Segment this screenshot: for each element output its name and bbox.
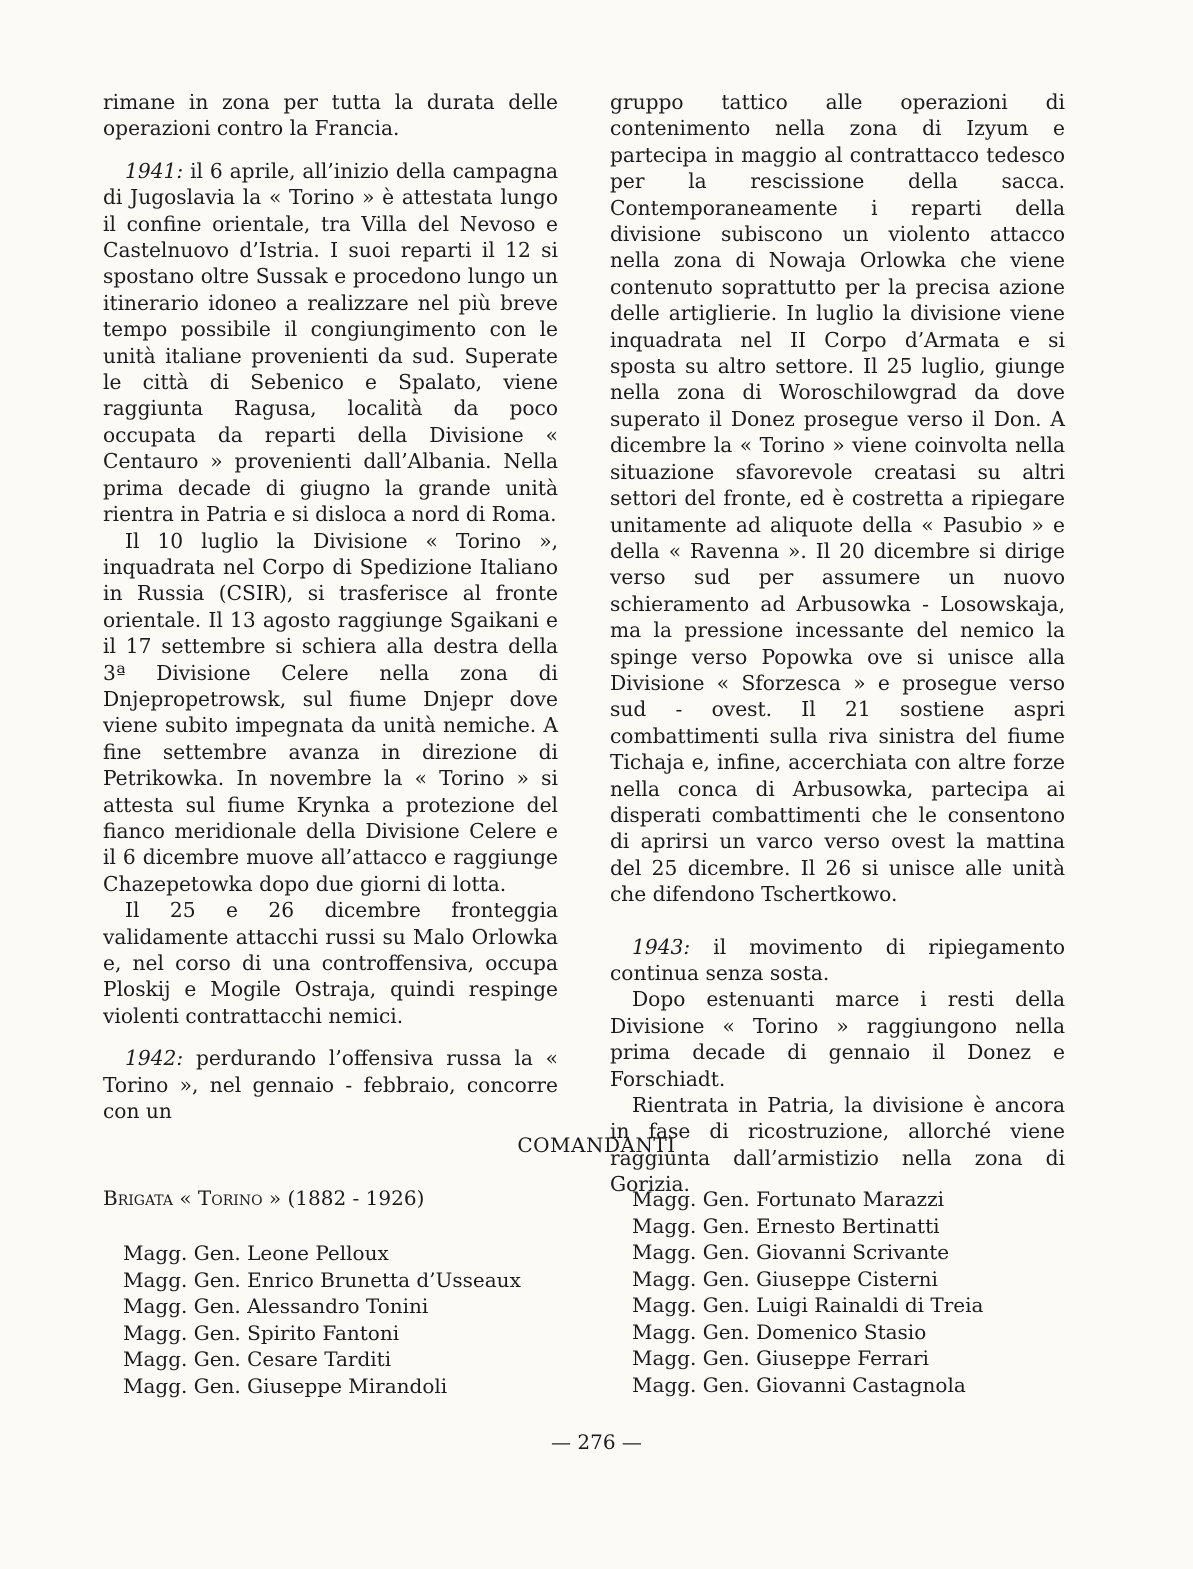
commander-entry: Magg. Gen. Ernesto Bertinatti	[632, 1213, 940, 1238]
paragraph: gruppo tattico alle operazioni di contenimento nella zona di Izyum e partecipa in maggio al contrattacco tedesco per la rescissione della sacca. Contemporaneamente i reparti della divisione subiscono un violento attacco nella zona di Nowaja Orlowka che viene contenuto soprattutto per la precisa azione delle artiglierie. In luglio la divisione viene inquadrata nel II Corpo d’Armata e si sposta su altro settore. Il 25 luglio, giunge nella zona di Woroschilowgrad da dove superato il Donez prosegue verso il Don. A dicembre la « Torino » viene coinvolta nella situazione sfavorevole creatasi su altri settori del fronte, ed è costretta a ripiegare unitamente ad aliquote della « Pasubio » e della « Ravenna ». Il 20 dicembre si dirige verso sud per assumere un nuovo schieramento ad Arbusowka - Losowskaja, ma la pressione incessante del nemico la spinge verso Popowka ove si unisce alla Divisione « Sforzesca » e prosegue verso sud - ovest. Il 21 sostiene aspri combattimenti sulla riva sinistra del fiume Tichaja e, infine, accerchiata con altre forze nella conca di Arbusowka, partecipa ai disperati combattimenti che le consentono di aprirsi un varco verso ovest la mattina del 25 dicembre. Il 26 si unisce alle unità che difendono Tschertkowo.	[610, 90, 1065, 907]
commander-entry: Magg. Gen. Giovanni Castagnola	[632, 1372, 966, 1397]
commander-entry: Magg. Gen. Leone Pelloux	[123, 1241, 389, 1265]
paragraph: Rientrata in Patria, la divisione è ancora in fase di ricostruzione, allorché viene raggiunta dall’armistizio nella zona di Gorizia.	[610, 1093, 1065, 1197]
paragraph: Il 10 luglio la Divisione « Torino », inquadrata nel Corpo di Spedizione Italiano in Russia (CSIR), si trasferisce al fronte orientale. Il 13 agosto raggiunge Sgaikani e il 17 settembre si schiera alla destra della 3ª Divisione Celere nella zona di Dnjepropetrowsk, sul fiume Dnjepr dove viene subito impegnata da unità nemiche. A fine settembre avanza in direzione di Petrikowka. In novembre la « Torino » si attesta sul fiume Krynka a protezione del fianco meridionale della Divisione Celere e il 6 dicembre muove all’attacco e raggiunge Chazepetowka dopo due giorni di lotta.	[103, 528, 558, 896]
commander-entry: Magg. Gen. Domenico Stasio	[632, 1319, 927, 1344]
paragraph-text: il movimento di ripiegamento continua senza sosta.	[610, 934, 1065, 985]
brigata-label: Brigata « Torino » (1882 - 1926)	[103, 1186, 425, 1210]
commander-entry: Magg. Gen. Giuseppe Mirandoli	[123, 1373, 448, 1398]
paragraph-1942	[103, 1045, 558, 1124]
commander-entry: Magg. Gen. Giuseppe Cisterni	[632, 1266, 938, 1291]
paragraph-text: perdurando l’offensiva russa la « Torino », nel gennaio - febbraio, concorre con un	[103, 1046, 558, 1124]
year-label: 1941:	[125, 158, 184, 183]
commander-entry: Magg. Gen. Alessandro Tonini	[123, 1294, 429, 1318]
commander-entry: Magg. Gen. Cesare Tarditi	[123, 1347, 392, 1371]
commander-entry: Magg. Gen. Luigi Rainaldi di Treia	[632, 1293, 984, 1317]
paragraph: Dopo estenuanti marce i resti della Divisione « Torino » raggiungono nella prima decade di gennaio il Donez e Forschiadt.	[610, 987, 1065, 1091]
commander-entry: Magg. Gen. Spirito Fantoni	[123, 1320, 400, 1345]
paragraph: rimane in zona per tutta la durata delle operazioni contro la Francia.	[103, 90, 558, 141]
commanders-list-right	[632, 1186, 983, 1398]
commander-entry: Magg. Gen. Giuseppe Ferrari	[632, 1346, 929, 1370]
page-number: — 276 —	[551, 1430, 642, 1454]
commander-entry: Magg. Gen. Giovanni Scrivante	[632, 1240, 950, 1264]
paragraph: Il 25 e 26 dicembre fronteggia validamente attacchi russi su Malo Orlowka e, nel corso di una controffensiva, occupa Ploskij e Mogile Ostraja, quindi respinge violenti contrattacchi nemici.	[103, 898, 558, 1028]
paragraph-text: il 6 aprile, all’inizio della campagna di Jugoslavia la « Torino » è attestata lungo il confine orientale, tra Villa del Nevoso e Castelnuovo d’Istria. I suoi reparti il 12 si spostano oltre Sussak e procedono lungo un itinerario idoneo a realizzare nel più breve tempo possibile il congiungimento con le unità italiane provenienti da sud. Superate le città di Sebenico e Spalato, viene raggiunta Ragusa, località da poco occupata da reparti della Divisione « Centauro » provenienti dall’Albania. Nella prima decade di giugno la grande unità rientra in Patria e si disloca a nord di Roma.	[103, 158, 558, 527]
commander-entry: Magg. Gen. Enrico Brunetta d’Usseaux	[123, 1267, 521, 1292]
commander-entry: Magg. Gen. Fortunato Marazzi	[632, 1187, 945, 1211]
left-column	[103, 89, 558, 1124]
commanders-list-left	[123, 1240, 521, 1399]
section-heading: COMANDANTI	[517, 1133, 676, 1157]
paragraph-1943	[610, 934, 1065, 987]
year-label: 1943:	[632, 934, 691, 959]
year-label: 1942:	[125, 1046, 184, 1071]
paragraph-1941	[103, 158, 558, 528]
right-column	[610, 89, 1065, 1198]
